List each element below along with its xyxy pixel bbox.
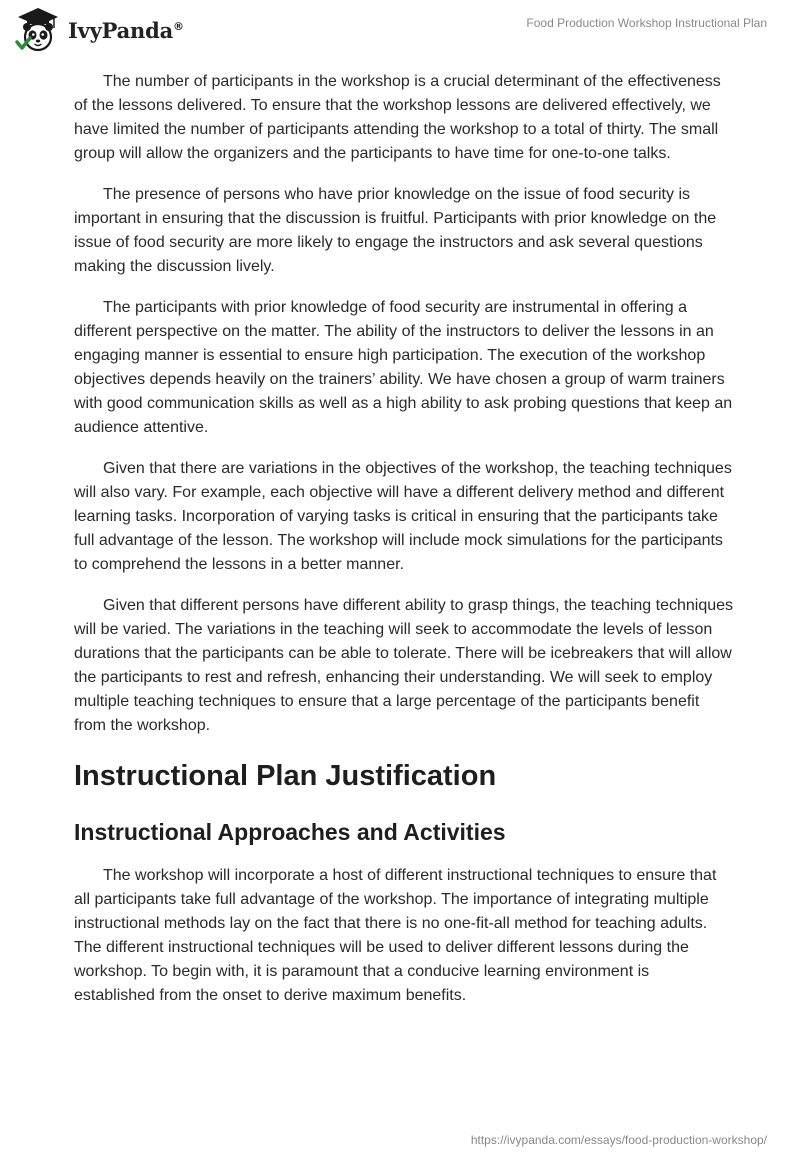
panda-graduation-cap-icon: [14, 6, 62, 54]
source-url[interactable]: https://ivypanda.com/essays/food-production-workshop/: [470, 1133, 767, 1147]
paragraph: Given that there are variations in the objectives of the workshop, the teaching techniques will also vary. For example, each objective will have a different delivery method and different learning tasks. Incorporation of varying tasks is critical in ensuring that the participants take full advantage of the lesson. The workshop will include mock simulations for the participants to comprehend the lessons in a better manner.: [74, 460, 732, 573]
brand-logo[interactable]: [14, 6, 184, 54]
document-title: Food Production Workshop Instructional Plan: [526, 16, 767, 30]
registered-mark: ®: [173, 19, 184, 33]
subsection-heading: Instructional Approaches and Activities: [74, 819, 506, 845]
article-body: [74, 70, 734, 1025]
section-heading: Instructional Plan Justification: [74, 760, 497, 792]
paragraph: Given that different persons have different ability to grasp things, the teaching techniques will be varied. The variations in the teaching will seek to accommodate the levels of lesson durations that the participants can be able to tolerate. There will be icebreakers that will allow the participants to rest and refresh, enhancing their understanding. We will seek to employ multiple teaching techniques to ensure that a large percentage of the participants benefit from the workshop.: [74, 597, 734, 734]
paragraph: The participants with prior knowledge of food security are instrumental in offering a different perspective on the matter. The ability of the instructors to deliver the lessons in an engaging manner is essential to ensure high participation. The execution of the workshop objectives depends heavily on the trainers’ ability. We have chosen a group of warm trainers with good communication skills as well as a high ability to ask probing questions that keep an audience attentive.: [74, 299, 733, 436]
brand-name: IvyPanda®: [68, 17, 184, 43]
paragraph: The number of participants in the workshop is a crucial determinant of the effectiveness of the lessons delivered. To ensure that the workshop lessons are delivered effectively, we have limited the number of participants attending the workshop to a total of thirty. The small group will allow the organizers and the participants to have time for one-to-one talks.: [74, 73, 721, 162]
paragraph: The workshop will incorporate a host of different instructional techniques to ensure that all participants take full advantage of the workshop. The importance of integrating multiple instructional methods lay on the fact that there is no one-fit-all method for teaching adults. The different instructional techniques will be used to deliver different lessons during the workshop. To begin with, it is paramount that a conducive learning environment is established from the onset to derive maximum benefits.: [74, 867, 717, 1004]
page-header: [0, 0, 800, 60]
paragraph: The presence of persons who have prior knowledge on the issue of food security is important in ensuring that the discussion is fruitful. Participants with prior knowledge on the issue of food security are more likely to engage the instructors and ask several questions making the discussion lively.: [74, 186, 717, 275]
